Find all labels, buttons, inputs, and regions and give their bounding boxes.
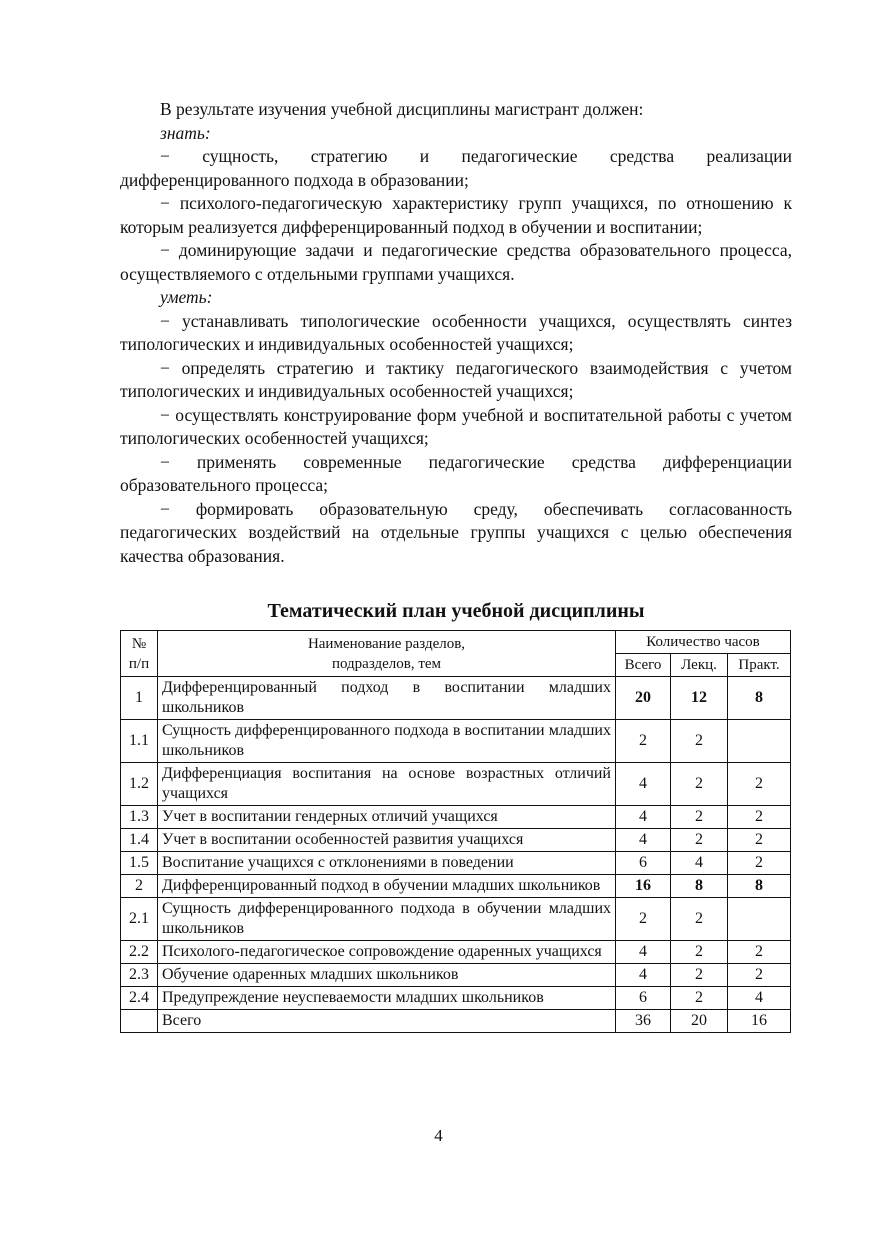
row-name: Дифференцированный подход в воспитании младших школьников: [158, 677, 616, 720]
header-hours: Количество часов: [616, 631, 791, 654]
row-name: Сущность дифференцированного подхода в обучении младших школьников: [158, 898, 616, 941]
row-pract: 4: [728, 987, 791, 1010]
header-num-line2: п/п: [128, 655, 150, 672]
header-num: [121, 631, 158, 677]
row-name: Дифференциация воспитания на основе возрастных отличий учащихся: [158, 763, 616, 806]
row-num: 2.1: [121, 898, 158, 941]
row-num: 1.5: [121, 852, 158, 875]
table-row: [121, 763, 791, 806]
table-row: [121, 677, 791, 720]
row-name: Сущность дифференцированного подхода в воспитании младших школьников: [158, 720, 616, 763]
table-title: Тематический план учебной дисциплины: [267, 600, 645, 622]
row-name: Всего: [158, 1010, 616, 1033]
table-row: [121, 720, 791, 763]
row-total: 6: [616, 852, 671, 875]
header-pract: Практ.: [728, 654, 791, 677]
page-number: 4: [434, 1126, 443, 1145]
can-item: − устанавливать типологические особенности учащихся, осуществлять синтез типологических и индивидуальных особенностей учащихся;: [120, 310, 792, 354]
row-lect: 2: [671, 987, 728, 1010]
row-lect: 2: [671, 898, 728, 941]
row-pract: 2: [728, 941, 791, 964]
can-item: − формировать образовательную среду, обеспечивать согласованность педагогических воздействий на отдельные группы учащихся с целью обеспечения качества образования.: [120, 498, 792, 566]
can-item: − применять современные педагогические средства дифференциации образовательного процесса;: [120, 451, 792, 495]
row-pract: 8: [728, 677, 791, 720]
row-name: Учет в воспитании особенностей развития учащихся: [158, 829, 616, 852]
table-row: [121, 964, 791, 987]
row-pract: 8: [728, 875, 791, 898]
row-total: 2: [616, 898, 671, 941]
row-lect: 2: [671, 829, 728, 852]
row-num: 1.2: [121, 763, 158, 806]
row-num: 2.4: [121, 987, 158, 1010]
row-name: Дифференцированный подход в обучении младших школьников: [158, 875, 616, 898]
row-total: 4: [616, 806, 671, 829]
row-pract: [728, 720, 791, 763]
row-pract: 16: [728, 1010, 791, 1033]
header-total: Всего: [616, 654, 671, 677]
header-name: [158, 631, 616, 677]
row-num: [121, 1010, 158, 1033]
table-row: [121, 806, 791, 829]
know-label: знать:: [160, 122, 211, 143]
row-lect: 2: [671, 941, 728, 964]
table-row: [121, 852, 791, 875]
row-total: 4: [616, 829, 671, 852]
can-item: − определять стратегию и тактику педагогического взаимодействия с учетом типологических и индивидуальных особенностей учащихся;: [120, 357, 792, 401]
row-name: Обучение одаренных младших школьников: [158, 964, 616, 987]
row-pract: 2: [728, 852, 791, 875]
row-lect: 2: [671, 964, 728, 987]
row-lect: 4: [671, 852, 728, 875]
row-lect: 2: [671, 806, 728, 829]
row-lect: 2: [671, 763, 728, 806]
table-row: [121, 875, 791, 898]
thematic-plan-table: [120, 630, 791, 1033]
row-lect: 12: [671, 677, 728, 720]
row-total: 36: [616, 1010, 671, 1033]
document-page: [120, 98, 792, 1033]
table-row-total: [121, 1010, 791, 1033]
row-num: 1.1: [121, 720, 158, 763]
row-name: Предупреждение неуспеваемости младших школьников: [158, 987, 616, 1010]
row-pract: 2: [728, 829, 791, 852]
row-total: 4: [616, 964, 671, 987]
row-total: 6: [616, 987, 671, 1010]
can-item: − осуществлять конструирование форм учебной и воспитательной работы с учетом типологических особенностей учащихся;: [120, 404, 792, 448]
row-num: 1.4: [121, 829, 158, 852]
row-name: Учет в воспитании гендерных отличий учащихся: [158, 806, 616, 829]
header-lect: Лекц.: [671, 654, 728, 677]
row-num: 2.2: [121, 941, 158, 964]
row-num: 2.3: [121, 964, 158, 987]
table-row: [121, 941, 791, 964]
table-row: [121, 987, 791, 1010]
row-num: 1: [121, 677, 158, 720]
row-lect: 20: [671, 1010, 728, 1033]
row-total: 2: [616, 720, 671, 763]
know-item: − доминирующие задачи и педагогические средства образовательного процесса, осуществляемого с отдельными группами учащихся.: [120, 240, 792, 284]
row-pract: 2: [728, 964, 791, 987]
row-pract: [728, 898, 791, 941]
intro-text: В результате изучения учебной дисциплины магистрант должен:: [160, 99, 644, 119]
row-total: 4: [616, 763, 671, 806]
row-total: 16: [616, 875, 671, 898]
header-name-line1: Наименование разделов,: [307, 635, 466, 652]
header-num-line1: №: [131, 635, 147, 652]
table-row: [121, 898, 791, 941]
row-pract: 2: [728, 806, 791, 829]
row-lect: 8: [671, 875, 728, 898]
row-num: 2: [121, 875, 158, 898]
row-lect: 2: [671, 720, 728, 763]
row-total: 4: [616, 941, 671, 964]
table-row: [121, 829, 791, 852]
row-num: 1.3: [121, 806, 158, 829]
row-pract: 2: [728, 763, 791, 806]
header-name-line2: подразделов, тем: [331, 655, 442, 672]
know-item: − психолого-педагогическую характеристику групп учащихся, по отношению к которым реализуется дифференцированный подход в обучении и воспитании;: [120, 193, 792, 237]
row-name: Воспитание учащихся с отклонениями в поведении: [158, 852, 616, 875]
know-item: − сущность, стратегию и педагогические средства реализации дифференцированного подхода в образовании;: [120, 146, 792, 190]
row-total: 20: [616, 677, 671, 720]
can-label: уметь:: [160, 287, 213, 307]
row-name: Психолого-педагогическое сопровождение одаренных учащихся: [158, 941, 616, 964]
